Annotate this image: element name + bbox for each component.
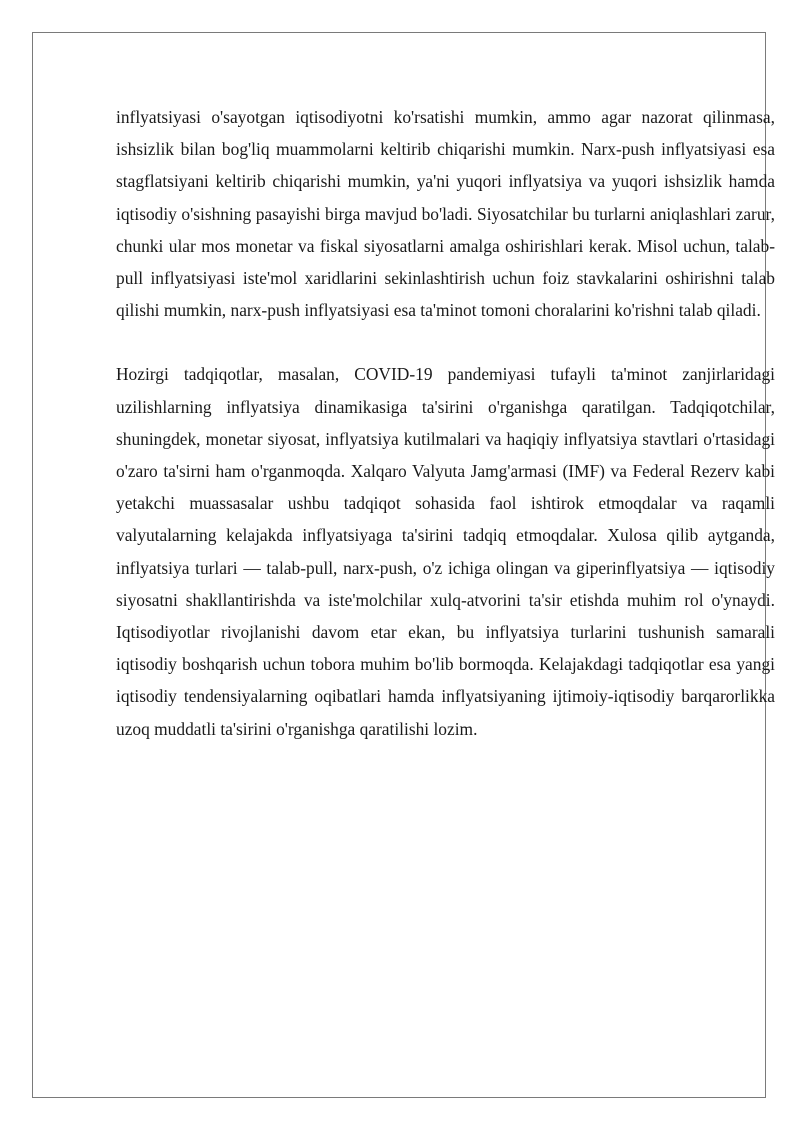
body-paragraph: inflyatsiyasi o'sayotgan iqtisodiyotni ko'rsatishi mumkin, ammo agar nazorat qilinmasa, ishsizlik bilan bog'liq muammolarni keltirib chiqarishi mumkin. Narx-push inflyatsiyasi esa stagflatsiyani keltirib chiqarishi mumkin, ya'ni yuqori inflyatsiya va yuqori ishsizlik hamda iqtisodiy o'sishning pasayishi birga mavjud bo'ladi. Siyosatchilar bu turlarni aniqlashlari zarur, chunki ular mos monetar va fiskal siyosatlarni amalga oshirishlari kerak. Misol uchun, talab-pull inflyatsiyasi iste'mol xaridlarini sekinlashtirish uchun foiz stavkalarini oshirishni talab qilishi mumkin, narx-push inflyatsiyasi esa ta'minot tomoni choralarini ko'rishni talab qiladi. — [116, 107, 775, 321]
document-page — [32, 32, 775, 1098]
document-body — [116, 101, 775, 745]
body-paragraph: Hozirgi tadqiqotlar, masalan, COVID-19 pandemiyasi tufayli ta'minot zanjirlaridagi uzilishlarning inflyatsiya dinamikasiga ta'sirini o'rganishga qaratilgan. Tadqiqotchilar, shuningdek, monetar siyosat, inflyatsiya kutilmalari va haqiqiy inflyatsiya stavtlari o'rtasidagi o'zaro ta'sirni ham o'rganmoqda. Xalqaro Valyuta Jamg'armasi (IMF) va Federal Rezerv kabi yetakchi muassasalar ushbu tadqiqot sohasida faol ishtirok etmoqdalar va raqamli valyutalarning kelajakda inflyatsiyaga ta'sirini tadqiq etmoqdalar. Xulosa qilib aytganda, inflyatsiya turlari — talab-pull, narx-push, o'z ichiga olingan va giperinflyatsiya — iqtisodiy siyosatni shakllantirishda va iste'molchilar xulq-atvorini ta'sir etishda muhim rol o'ynaydi. Iqtisodiyotlar rivojlanishi davom etar ekan, bu inflyatsiya turlarini tushunish samarali iqtisodiy boshqarish uchun tobora muhim bo'lib bormoqda. Kelajakdagi tadqiqotlar esa yangi iqtisodiy tendensiyalarning oqibatlari hamda inflyatsiyaning ijtimoiy-iqtisodiy barqarorlikka uzoq muddatli ta'sirini o'rganishga qaratilishi lozim. — [116, 364, 775, 739]
